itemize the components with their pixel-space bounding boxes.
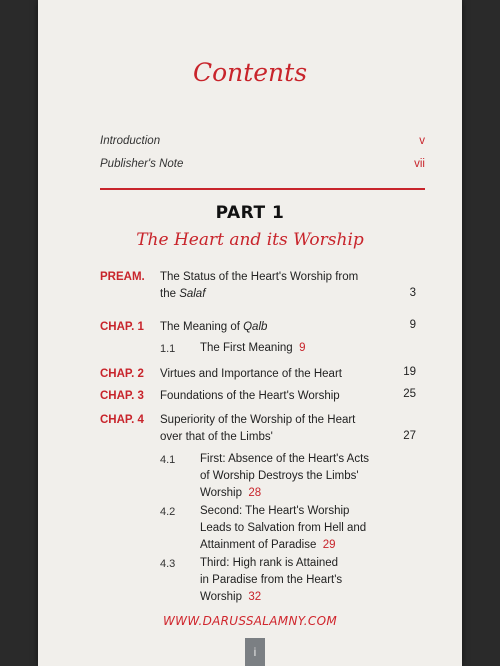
- sub-4-2-line1: Second: The Heart's Worship: [200, 505, 350, 517]
- sub-4-2-page: 29: [322, 539, 336, 551]
- pream-page: 3: [409, 287, 416, 299]
- chap3-label: CHAP. 3: [100, 390, 144, 402]
- chap1-page: 9: [409, 319, 416, 331]
- sub-4-3-line2: in Paradise from the Heart's: [200, 574, 343, 586]
- page-number-tab: i: [245, 638, 265, 666]
- book-page: [38, 0, 462, 666]
- pream-text-line2: the Salaf: [160, 288, 206, 300]
- sub-4-2-number: 4.2: [160, 506, 176, 518]
- chap4-label: CHAP. 4: [100, 414, 144, 426]
- sub-4-1-page: 28: [248, 487, 262, 499]
- pream-text-line1: The Status of the Heart's Worship from: [160, 271, 359, 283]
- contents-title: Contents: [192, 58, 308, 87]
- website-watermark: WWW.DARUSSALAMNY.COM: [162, 614, 338, 628]
- chap1-text: The Meaning of Qalb: [160, 321, 268, 333]
- toc-introduction-page: v: [419, 135, 425, 147]
- toc-introduction-label: Introduction: [100, 135, 161, 147]
- sub-4-3-number: 4.3: [160, 558, 176, 570]
- chap4-page: 27: [403, 430, 416, 442]
- pream-label: PREAM.: [100, 271, 145, 283]
- chap3-text: Foundations of the Heart's Worship: [160, 390, 340, 402]
- sub-4-1-line1: First: Absence of the Heart's Acts: [200, 453, 370, 465]
- toc-publishers-note-page: vii: [414, 158, 425, 170]
- chap2-text: Virtues and Importance of the Heart: [160, 368, 342, 380]
- toc-publishers-note-label: Publisher's Note: [100, 158, 184, 170]
- sub-1-1-text: The First Meaning 9: [200, 342, 306, 354]
- sub-4-3-line3: Worship 32: [200, 591, 262, 603]
- chap2-label: CHAP. 2: [100, 368, 144, 380]
- chap2-page: 19: [403, 366, 416, 378]
- sub-4-1-number: 4.1: [160, 454, 176, 466]
- sub-1-1-page: 9: [299, 342, 306, 354]
- sub-1-1-number: 1.1: [160, 343, 176, 355]
- part-subtitle: The Heart and its Worship: [136, 230, 364, 250]
- chap4-text-line1: Superiority of the Worship of the Heart: [160, 414, 356, 426]
- sub-4-1-line3: Worship 28: [200, 487, 262, 499]
- sub-4-3-page: 32: [248, 591, 262, 603]
- sub-4-3-line1: Third: High rank is Attained: [200, 557, 339, 569]
- sub-4-1-line2: of Worship Destroys the Limbs': [200, 470, 359, 482]
- sub-4-2-line3: Attainment of Paradise 29: [200, 539, 336, 551]
- divider-rule: [100, 188, 425, 190]
- chap4-text-line2: over that of the Limbs': [160, 431, 273, 443]
- chap1-label: CHAP. 1: [100, 321, 144, 333]
- sub-4-2-line2: Leads to Salvation from Hell and: [200, 522, 367, 534]
- chap3-page: 25: [403, 388, 416, 400]
- part-heading: PART 1: [215, 203, 285, 223]
